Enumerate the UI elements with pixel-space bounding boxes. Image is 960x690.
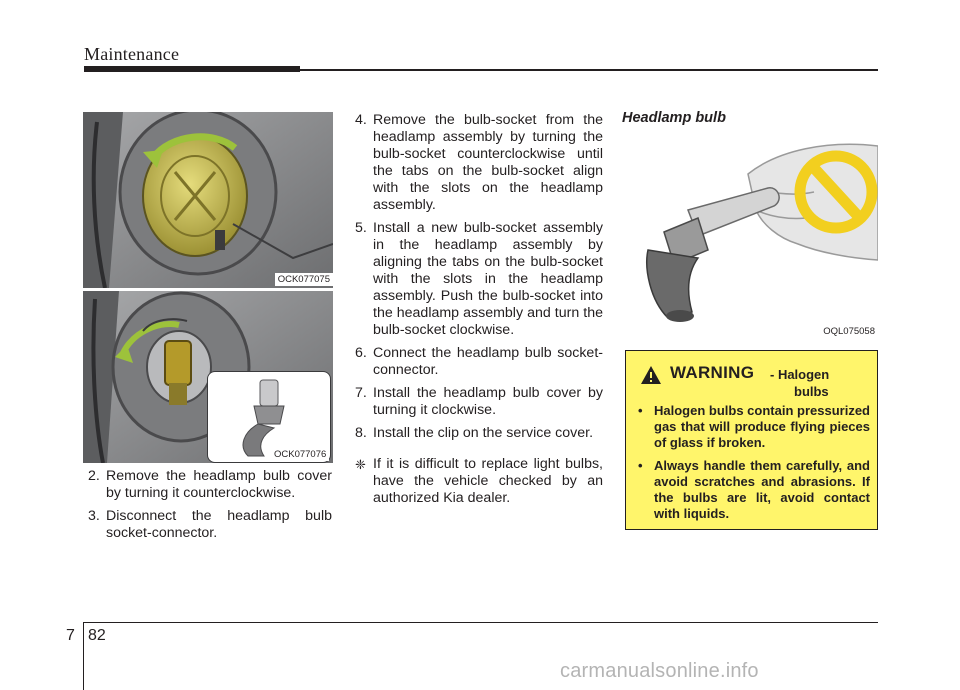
warning-triangle-icon <box>640 365 662 385</box>
warning-list <box>638 403 870 529</box>
step-number: 3. <box>88 508 100 524</box>
header-rule-thin <box>300 69 878 71</box>
warning-item-text: Always handle them carefully, and avoid scratches and abrasions. If the bulbs are lit, avoid contact with liquids. <box>654 458 870 521</box>
note-symbol-icon: ❈ <box>355 457 366 472</box>
page-number: 82 <box>88 627 106 644</box>
warning-subject-line1: - Halogen <box>770 367 830 382</box>
warning-item <box>638 458 870 522</box>
step-text: Disconnect the headlamp bulb socket-connector. <box>106 508 332 541</box>
step-5 <box>355 220 603 339</box>
warning-word: WARNING <box>670 363 755 382</box>
bulb-cover-illustration <box>83 112 333 288</box>
step-number: 8. <box>355 425 367 441</box>
step-3 <box>88 508 332 542</box>
step-8 <box>355 425 603 442</box>
figure-code-ock077075: OCK077075 <box>275 273 333 286</box>
step-number: 2. <box>88 468 100 484</box>
step-7 <box>355 385 603 419</box>
left-text-column <box>88 468 332 548</box>
figure-bulb-socket <box>83 291 333 463</box>
section-header-title: Maintenance <box>84 44 180 64</box>
figure-bulb-cover <box>83 112 333 288</box>
bullet-icon: • <box>638 403 643 418</box>
warning-subject-line2: bulbs <box>794 384 829 399</box>
warning-item <box>638 403 870 451</box>
step-number: 5. <box>355 220 367 236</box>
warning-box <box>625 350 878 530</box>
chapter-number: 7 <box>66 627 75 644</box>
step-4 <box>355 112 603 214</box>
step-text: Install the headlamp bulb cover by turning it clockwise. <box>373 385 603 418</box>
figure-halogen-bulb-hand <box>628 140 878 340</box>
step-number: 7. <box>355 385 367 401</box>
warning-item-text: Halogen bulbs contain pressurized gas that will produce flying pieces of glass if broken. <box>654 403 870 450</box>
middle-text-column <box>355 112 603 507</box>
note-text: If it is difficult to replace light bulbs, have the vehicle checked by an authorized Kia dealer. <box>373 456 603 506</box>
step-text: Connect the headlamp bulb socket-connector. <box>373 345 603 378</box>
step-6 <box>355 345 603 379</box>
step-text: Remove the headlamp bulb cover by turning it counterclockwise. <box>106 468 332 501</box>
step-text: Install the clip on the service cover. <box>373 425 594 441</box>
step-number: 4. <box>355 112 367 128</box>
header-rule-thick <box>84 66 300 72</box>
step-text: Install a new bulb-socket assembly in the headlamp assembly by aligning the tabs on the bulb-socket with the slots in the headlamp assembly. Push the bulb-socket into the headlamp assembly and turn the bulb-socket clockwise. <box>373 220 603 338</box>
figure-code-ock077076: OCK077076 <box>271 448 329 461</box>
step-2 <box>88 468 332 502</box>
watermark: carmanualsonline.info <box>560 660 759 682</box>
step-text: Remove the bulb-socket from the headlamp assembly by turning the bulb-socket counterclockwise until the tabs on the bulb-socket align with the slots on the headlamp assembly. <box>373 112 603 213</box>
dealer-note <box>355 456 603 507</box>
footer-divider <box>83 622 84 690</box>
halogen-bulb-illustration <box>628 140 878 340</box>
section-title-headlamp-bulb: Headlamp bulb <box>622 110 726 126</box>
bullet-icon: • <box>638 458 643 473</box>
footer-rule <box>84 622 878 623</box>
step-number: 6. <box>355 345 367 361</box>
figure-code-oql075058: OQL075058 <box>820 325 878 338</box>
